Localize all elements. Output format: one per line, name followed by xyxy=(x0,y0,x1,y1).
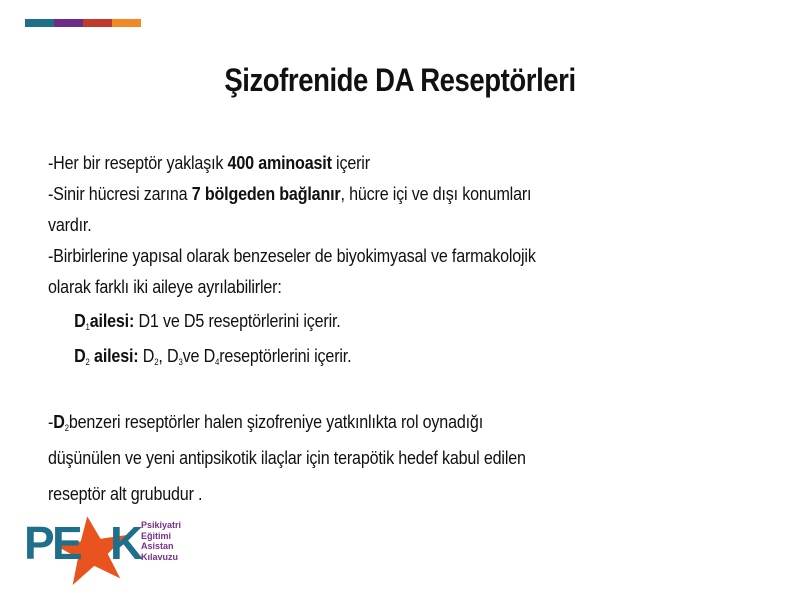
d1-family-line xyxy=(48,302,674,340)
bold-text: 7 bölgeden bağlanır xyxy=(191,183,341,204)
color-bar-purple xyxy=(54,19,83,27)
text-run: , hücre içi ve dışı konumları xyxy=(340,183,532,204)
subscript: 1 xyxy=(85,322,90,332)
paragraph-line-2: düşünülen ve yeni antipsikotik ilaçlar için terapötik hedef kabul edilen xyxy=(48,447,526,468)
slide-body xyxy=(48,147,674,512)
text-run: , D xyxy=(158,345,179,366)
logo-subtitle xyxy=(141,520,181,562)
logo-subtitle-line: Kılavuzu xyxy=(141,551,179,562)
text-run: - xyxy=(48,411,54,432)
text-run: D1 ve D5 reseptörlerini içerir. xyxy=(134,310,341,331)
bullet-line-1 xyxy=(48,147,674,178)
subscript: 2 xyxy=(85,357,90,367)
bold-text: ailesi: xyxy=(89,310,135,331)
text-run: -Sinir hücresi zarına xyxy=(48,183,192,204)
slide-title: Şizofrenide DA Reseptörleri xyxy=(224,62,576,98)
subscript: 4 xyxy=(215,357,220,367)
bold-text: D xyxy=(74,310,86,331)
text-run: benzeri reseptörler halen şizofreniye yatkınlıkta rol oynadığı xyxy=(68,411,484,432)
bold-text: D xyxy=(53,411,65,432)
text-run: -Her bir reseptör yaklaşık xyxy=(48,152,228,173)
logo-letter-k: K xyxy=(110,517,144,569)
logo-subtitle-line: Asistan xyxy=(141,541,174,551)
text-run: içerir xyxy=(331,152,370,173)
logo-letter-p: P xyxy=(24,517,55,569)
logo-subtitle-line: Eğitimi xyxy=(141,530,172,541)
top-color-bar xyxy=(25,19,141,27)
text-run: reseptörlerini içerir. xyxy=(219,345,352,366)
bullet-line-3: vardır. xyxy=(48,214,92,235)
subscript: 2 xyxy=(154,357,159,367)
spacer xyxy=(48,371,674,404)
bold-text: 400 aminoasit xyxy=(227,152,332,173)
bullet-line-4: -Birbirlerine yapısal olarak benzeseler de biyokimyasal ve farmakolojik xyxy=(48,245,536,266)
text-run: ve D xyxy=(182,345,216,366)
bullet-line-2 xyxy=(48,178,674,209)
d2-family-line xyxy=(48,340,674,371)
logo-letter-e: E xyxy=(52,517,83,569)
bullet-line-5: olarak farklı iki aileye ayrılabilirler: xyxy=(48,276,282,297)
peak-logo xyxy=(24,518,144,586)
color-bar-teal xyxy=(25,19,54,27)
paragraph-line-1 xyxy=(48,404,674,440)
subscript: 3 xyxy=(178,357,183,367)
subscript: 2 xyxy=(64,423,69,433)
color-bar-red xyxy=(83,19,112,27)
bold-text: D xyxy=(74,345,86,366)
paragraph-line-3: reseptör alt grubudur . xyxy=(48,483,203,504)
text-run: D xyxy=(138,345,155,366)
color-bar-orange xyxy=(112,19,141,27)
logo-subtitle-line: Psikiyatri xyxy=(141,520,182,530)
bold-text: ailesi: xyxy=(89,345,139,366)
